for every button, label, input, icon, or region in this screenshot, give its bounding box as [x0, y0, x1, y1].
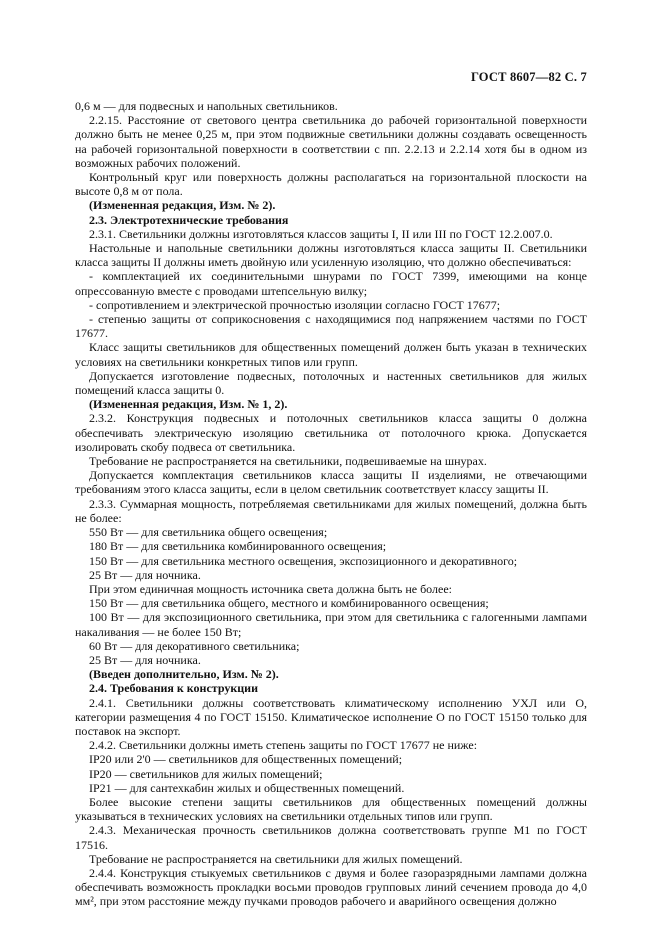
paragraph: 2.4.4. Конструкция стыкуемых светильников с двумя и более газоразрядными лампами должна обеспечивать возможность прокладки восьми проводов групповых линий сечением провода до 4,0 мм², при этом расстояние между пучками проводов рабочего и аварийного освещения должно — [75, 865, 587, 909]
list-item: 25 Вт — для ночника. — [89, 567, 201, 582]
paragraph: 2.4.3. Механическая прочность светильников должна соответствовать группе М1 по ГОСТ 17516. — [75, 823, 587, 852]
paragraph: Класс защиты светильников для общественных помещений должен быть указан в технических условиях на светильники конкретных типов или групп. — [75, 340, 587, 369]
list-item: IP20 или 2'0 — светильников для общественных помещений; — [89, 752, 403, 767]
list-item: 25 Вт — для ночника. — [89, 652, 201, 667]
paragraph: Контрольный круг или поверхность должны располагаться на горизонтальной плоскости на высоте 0,8 м от пола. — [75, 170, 587, 199]
document-body — [75, 99, 587, 909]
paragraph: 2.4.1. Светильники должны соответствовать климатическому исполнению УХЛ или О, категории размещения 4 по ГОСТ 15150. Климатическое исполнение О по ГОСТ 15150 только для поставок на экспорт. — [75, 695, 587, 738]
paragraph: 2.3.1. Светильники должны изготовляться классов защиты I, II или III по ГОСТ 12.2.007.0. — [89, 226, 553, 241]
section-heading: (Измененная редакция, Изм. № 1, 2). — [89, 397, 288, 412]
paragraph: Допускается изготовление подвесных, потолочных и настенных светильников для жилых помещений класса защиты 0. — [75, 368, 587, 398]
list-item: 150 Вт — для светильника местного освещения, экспозиционного и декоративного; — [89, 553, 518, 568]
paragraph: 2.3.2. Конструкция подвесных и потолочных светильников класса защиты 0 должна обеспечивать электрическую изоляцию светильника от потолочного крюка. Допускается изолировать скобу подвеса от светильника. — [75, 411, 587, 454]
list-item: IP20 — светильников для жилых помещений; — [89, 766, 323, 781]
paragraph: 2.2.15. Расстояние от светового центра светильника до рабочей горизонтальной поверхности должно быть не менее 0,25 м, при этом подвижные светильники должны создавать освещенность на рабочей горизонтальной поверхности в соответствии с пп. 2.2.13 и 2.2.14 хотя бы в одном из возможных рабочих положений. — [75, 113, 587, 170]
list-item: 150 Вт — для светильника общего, местного и комбинированного освещения; — [89, 596, 489, 611]
paragraph: При этом единичная мощность источника света должна быть не более: — [89, 581, 452, 596]
paragraph: 2.4.2. Светильники должны иметь степень защиты по ГОСТ 17677 не ниже: — [89, 738, 478, 753]
list-item: 60 Вт — для декоративного светильника; — [89, 638, 300, 653]
list-item: 550 Вт — для светильника общего освещения; — [89, 525, 328, 540]
paragraph: 0,6 м — для подвесных и напольных светильников. — [75, 99, 338, 113]
paragraph: - степенью защиты от соприкосновения с находящимися под напряжением частями по ГОСТ 17677. — [75, 312, 587, 341]
list-item: 180 Вт — для светильника комбинированного освещения; — [89, 539, 387, 554]
section-heading: (Введен дополнительно, Изм. № 2). — [89, 667, 279, 682]
paragraph: - сопротивлением и электрической прочностью изоляции согласно ГОСТ 17677; — [89, 297, 501, 312]
paragraph: Требование не распространяется на светильники, подвешиваемые на шнурах. — [89, 454, 487, 469]
paragraph: - комплектацией их соединительными шнурами по ГОСТ 7399, имеющими на конце опрессованную вместе с проводами штепсельную вилку; — [75, 269, 587, 298]
section-heading: 2.3. Электротехнические требования — [89, 212, 289, 227]
paragraph: 2.3.3. Суммарная мощность, потребляемая светильниками для жилых помещений, должна быть не более: — [75, 496, 587, 525]
paragraph: Настольные и напольные светильники должны изготовляться класса защиты II. Светильники класса защиты II должны иметь двойную или усиленную изоляцию, что должно обеспечиваться: — [75, 241, 587, 270]
list-item: IP21 — для сантехкабин жилых и общественных помещений. — [89, 780, 405, 795]
section-heading: (Измененная редакция, Изм. № 2). — [89, 198, 276, 213]
page-header: ГОСТ 8607—82 С. 7 — [470, 70, 587, 84]
section-heading: 2.4. Требования к конструкции — [89, 681, 259, 696]
paragraph: Допускается комплектация светильников класса защиты II изделиями, не отвечающими требованиям этого класса защиты, если в целом светильник соответствует классу защиты II. — [75, 468, 587, 497]
paragraph: Требование не распространяется на светильники для жилых помещений. — [89, 851, 463, 866]
list-item: 100 Вт — для экспозиционного светильника, при этом для светильника с галогенными лампами накаливания — не более 150 Вт; — [75, 610, 587, 639]
paragraph: Более высокие степени защиты светильников для общественных помещений должны указываться в технических условиях на светильники отдельных типов или групп. — [75, 794, 587, 824]
